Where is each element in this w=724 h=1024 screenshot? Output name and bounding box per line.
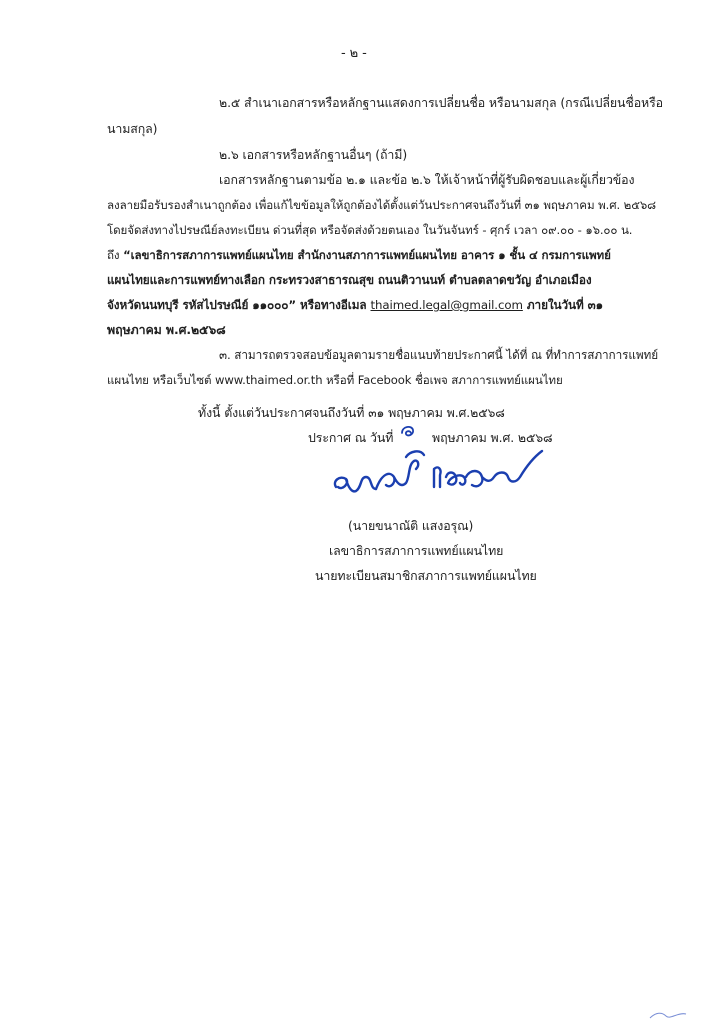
signer-name: (นายขนาณัติ แสงอรุณ) (348, 518, 474, 533)
paragraph-line-3: โดยจัดส่งทางไปรษณีย์ลงทะเบียน ด่วนที่สุด หรือจัดส่งด้วยตนเอง ในวันจันทร์ - ศุกร์ เวลา ๐๙.๐๐ - ๑๖.๐๐ น. (107, 223, 633, 237)
paragraph-line-6 (107, 297, 603, 313)
deadline-bold: ภายในวันที่ ๓๑ (522, 298, 604, 312)
item-2-5-line-2: นามสกุล) (107, 121, 158, 136)
paragraph-line-2: ลงลายมือรับรองสำเนาถูกต้อง เพื่อแก้ไขข้อมูลให้ถูกต้องได้ตั้งแต่วันประกาศจนถึงวันที่ ๓๑ พฤษภาคม พ.ศ. ๒๕๖๘ (107, 198, 656, 212)
announce-date-suffix: พฤษภาคม พ.ศ. ๒๕๖๘ (432, 430, 553, 445)
item-2-6: ๒.๖ เอกสารหรือหลักฐานอื่นๆ (ถ้ามี) (219, 147, 408, 162)
item-2-5-line-1: ๒.๕ สำเนาเอกสารหรือหลักฐานแสดงการเปลี่ยนชื่อ หรือนามสกุล (กรณีเปลี่ยนชื่อหรือ (219, 95, 664, 110)
address-bold-end: จังหวัดนนทบุรี รหัสไปรษณีย์ ๑๑๐๐๐” หรือทางอีเมล (107, 298, 371, 312)
signer-title-1: เลขาธิการสภาการแพทย์แผนไทย (329, 543, 504, 558)
paragraph-line-1: เอกสารหลักฐานตามข้อ ๒.๑ และข้อ ๒.๖ ให้เจ้าหน้าที่ผู้รับผิดชอบและผู้เกี่ยวข้อง (219, 172, 635, 187)
item-3-line-1: ๓. สามารถตรวจสอบข้อมูลตามรายชื่อแนบท้ายประกาศนี้ ได้ที่ ณ ที่ทำการสภาการแพทย์ (219, 348, 659, 362)
closing-line: ทั้งนี้ ตั้งแต่วันประกาศจนถึงวันที่ ๓๑ พฤษภาคม พ.ศ.๒๕๖๘ (198, 405, 505, 420)
signer-title-2: นายทะเบียนสมาชิกสภาการแพทย์แผนไทย (315, 568, 537, 583)
address-bold-start: “เลขาธิการสภาการแพทย์แผนไทย สำนักงานสภาการแพทย์แผนไทย อาคาร ๑ ชั้น ๔ กรมการแพทย์ (123, 248, 611, 262)
announce-date-prefix: ประกาศ ณ วันที่ (308, 430, 394, 445)
email-link[interactable]: thaimed.legal@gmail.com (370, 298, 523, 312)
item-3-line-2: แผนไทย หรือเว็บไซต์ www.thaimed.or.th หรือที่ Facebook ชื่อเพจ สภาการแพทย์แผนไทย (107, 373, 563, 387)
handwritten-day-text: ๖ (398, 420, 399, 421)
paragraph-line-7: พฤษภาคม พ.ศ.๒๕๖๘ (107, 322, 226, 337)
paragraph-line-4-prefix: ถึง (107, 248, 124, 262)
corner-mark (648, 1008, 688, 1020)
paragraph-line-5: แผนไทยและการแพทย์ทางเลือก กระทรวงสาธารณสุข ถนนติวานนท์ ตำบลตลาดขวัญ อำเภอเมือง (107, 273, 592, 287)
signature (330, 447, 550, 509)
handwritten-day (398, 420, 420, 442)
paragraph-line-4 (107, 247, 611, 263)
page-number: - ๒ - (341, 46, 367, 61)
